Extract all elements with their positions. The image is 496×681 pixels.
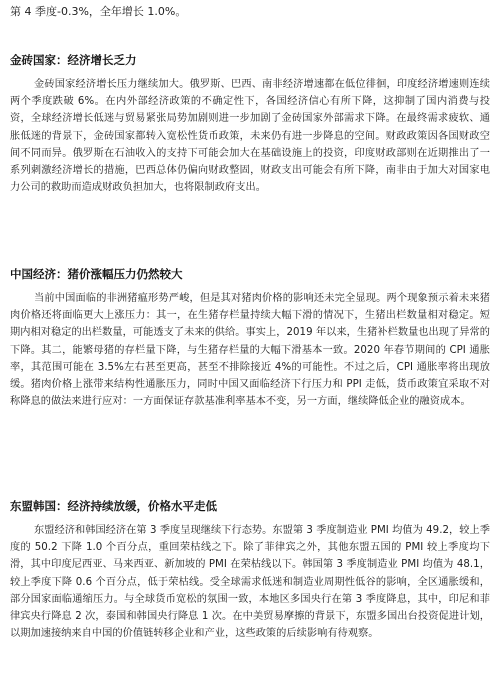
- section-heading: 东盟韩国：经济持续放缓，价格水平走低: [10, 499, 217, 513]
- section-asean-korea: [10, 498, 490, 642]
- section-heading: 中国经济：猪价涨幅压力仍然较大: [10, 267, 183, 281]
- top-line-text: 第 4 季度-0.3%，全年增长 1.0%。: [10, 5, 187, 18]
- section-paragraph: 金砖国家经济增长压力继续加大。俄罗斯、巴西、南非经济增速都在低位徘徊，印度经济增速则连续两个季度跌破 6%。在内外部经济政策的不确定性下，各国经济信心有所下降，这抑制了国内消费与投资，全球经济增长低迷与贸易紧张局势加剧则进一步加剧了金砖国家外部需求下降。在最终需求疲软、通胀低迷的背景下，金砖国家都转入宽松性货币政策，未来仍有进一步降息的空间。财政政策因各国财政空间不同而异。俄罗斯在石油收入的支持下可能会加大在基础设施上的投资，印度财政部则在近期推出了一系列刺激经济增长的措施，巴西总体仍偏向财政整固，财政支出可能会有所下降，南非由于加大对国家电力公司的救助而造成财政负担加大，也将限制政府支出。: [10, 79, 490, 194]
- section-heading: 金砖国家：经济增长乏力: [10, 53, 137, 67]
- section-paragraph: 东盟经济和韩国经济在第 3 季度呈现继续下行态势。东盟第 3 季度制造业 PMI 均值为 49.2，较上季度的 50.2 下降 1.0 个百分点，重回荣枯线之下。除了菲律宾之外，其他东盟五国的 PMI 较上季度均下滑，其中印度尼西亚、马来西亚、新加坡的 PMI 在荣枯线以下。韩国第 3 季度制造业 PMI 均值为 48.1，较上季度下降 0.6 个百分点，低于荣枯线。受全球需求低迷和制造业周期性低谷的影响，全区通胀缓和，部分国家面临通缩压力。与全球货币宽松的氛围一致，本地区多国央行在第 3 季度降息，其中，印尼和菲律宾央行降息 2 次，泰国和韩国央行降息 1 次。在中美贸易摩擦的背景下，东盟多国出台投资促进计划，以期加速接纳来自中国的价值链转移企业和产业，这些政策的后续影响有待观察。: [10, 525, 490, 640]
- section-paragraph: 当前中国面临的非洲猪瘟形势严峻，但是其对猪肉价格的影响还未完全显现。两个现象预示着未来猪肉价格还将面临更大上涨压力：其一，在生猪存栏量持续大幅下滑的情况下，生猪出栏数量相对稳定。短期内相对稳定的出栏数量，可能透支了未来的供给。事实上，2019 年以来，生猪补栏数量也出现了异常的下降。其二，能繁母猪的存栏量下降，与生猪存栏量的大幅下滑基本一致。2020 年春节期间的 CPI 通胀率，其范围可能在 3.5%左右甚至更高，甚至不排除接近 4%的可能性。不过之后，CPI 通胀率将出现放缓。猪肉价格上涨带来结构性通胀压力，同时中国又面临经济下行压力和 PPI 走低，货币政策宜采取不对称降息的做法来进行应对：一方面保证存款基准利率基本不变，另一方面，继续降低企业的融资成本。: [10, 293, 490, 408]
- section-china: [10, 266, 490, 410]
- section-brics: [10, 52, 490, 196]
